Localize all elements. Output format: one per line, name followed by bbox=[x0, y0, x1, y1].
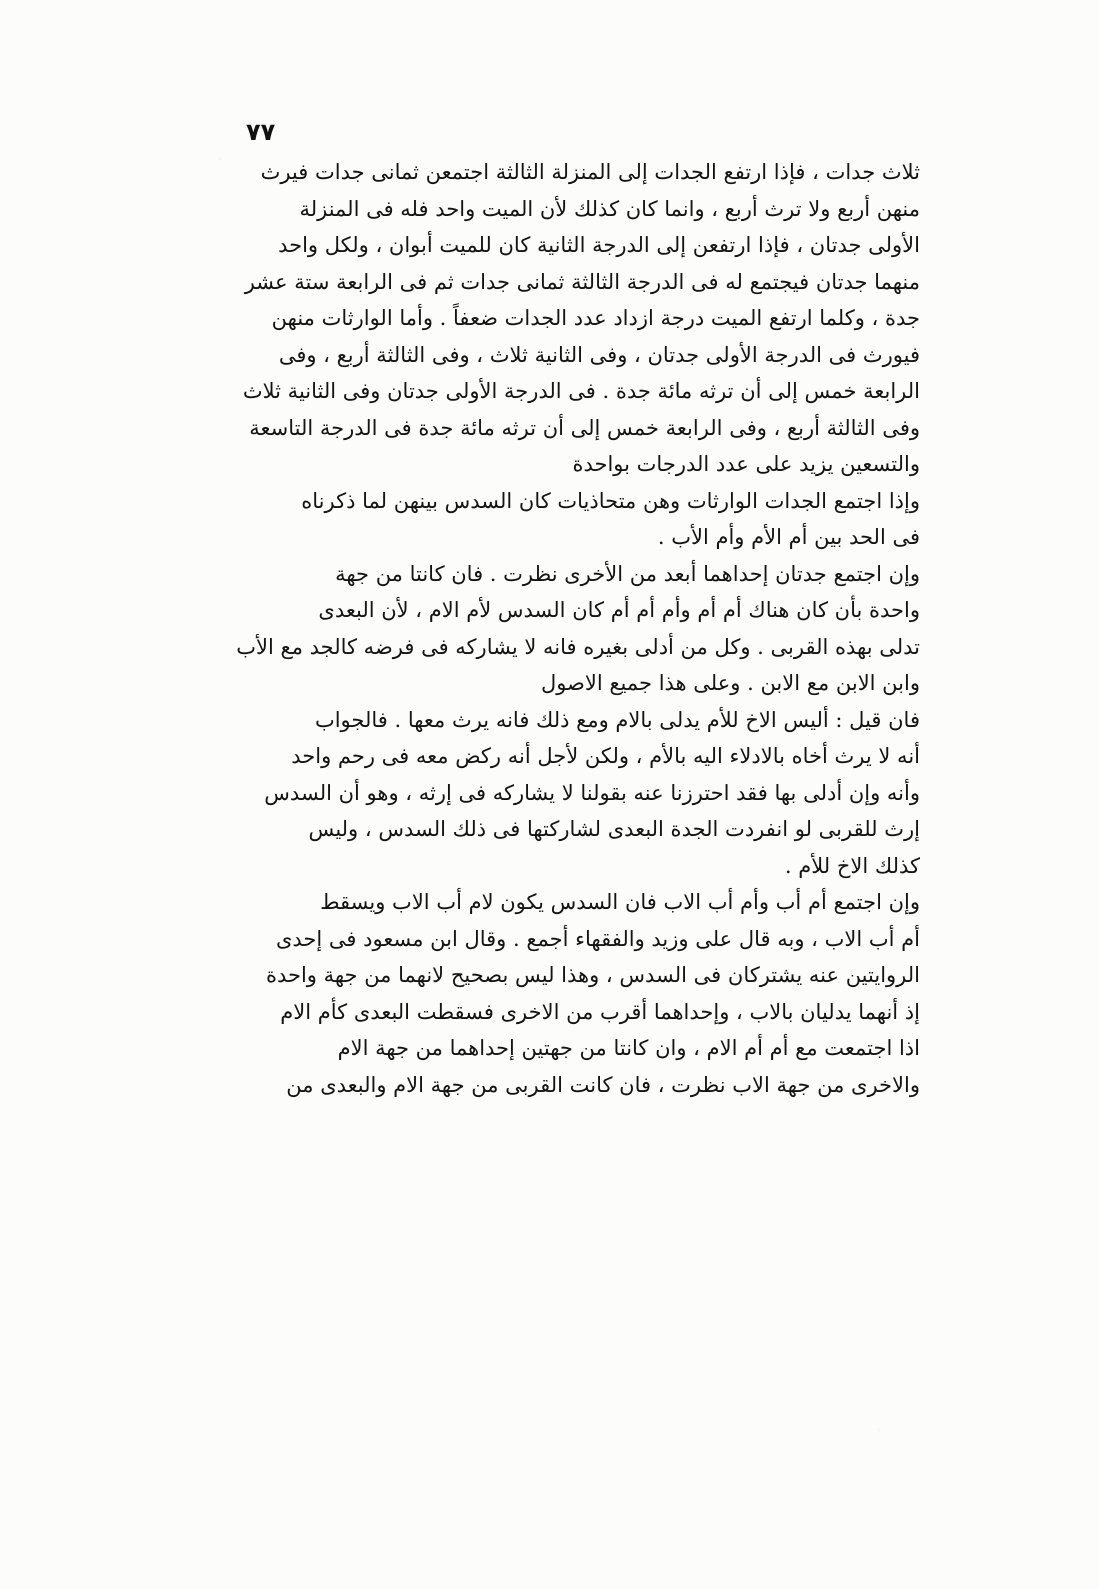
text-line: وإن اجتمع جدتان إحداهما أبعد من الأخرى نظرت . فان كانتا من جهة bbox=[335, 561, 920, 586]
text-line: وابن الابن مع الابن . وعلى هذا جميع الاصول bbox=[540, 671, 920, 695]
text-line: أنه لا يرث أخاه بالادلاء اليه بالأم ، ولكن لأجل أنه ركض معه فى رحم واحد bbox=[291, 744, 920, 768]
text-line: فيورث فى الدرجة الأولى جدتان ، وفى الثانية ثلاث ، وفى الثالثة أربع ، وفى bbox=[278, 342, 920, 367]
text-line: واحدة بأن كان هناك أم أم وأم أم أم كان السدس لأم الام ، لأن البعدى bbox=[318, 598, 920, 622]
text-line: إذ أنهما يدليان بالاب ، وإحداهما أقرب من الاخرى فسقطت البعدى كأم الام bbox=[280, 999, 920, 1024]
text-line: وفى الثالثة أربع ، وفى الرابعة خمس إلى أن ترثه مائة جدة فى الدرجة التاسعة bbox=[249, 415, 920, 440]
text-line: إرث للقربى لو انفردت الجدة البعدى لشاركتها فى ذلك السدس ، وليس bbox=[308, 817, 920, 841]
text-line: فى الحد بين أم الأم وأم الأب . bbox=[657, 525, 920, 549]
body-text bbox=[196, 154, 920, 1103]
text-line: والتسعين يزيد على عدد الدرجات بواحدة bbox=[572, 452, 920, 476]
text-line: الروايتين عنه يشتركان فى السدس ، وهذا ليس بصحيح لانهما من جهة واحدة bbox=[265, 963, 920, 987]
text-line: وإذا اجتمع الجدات الوارثات وهن متحاذيات كان السدس بينهن لما ذكرناه bbox=[301, 488, 920, 513]
text-line: كذلك الاخ للأم . bbox=[784, 853, 920, 878]
page-number: ٧٧ bbox=[246, 118, 276, 146]
text-line: أم أب الاب ، وبه قال على وزيد والفقهاء أجمع . وقال ابن مسعود فى إحدى bbox=[275, 926, 920, 951]
text-line: منهن أربع ولا ترث أربع ، وانما كان كذلك لأن الميت واحد فله فى المنزلة bbox=[299, 196, 920, 221]
text-line: جدة ، وكلما ارتفع الميت درجة ازداد عدد الجدات ضعفاً . وأما الوارثات منهن bbox=[271, 306, 920, 330]
text-line: ثلاث جدات ، فإذا ارتفع الجدات إلى المنزلة الثالثة اجتمعن ثمانى جدات فيرث bbox=[260, 160, 920, 184]
text-line: منهما جدتان فيجتمع له فى الدرجة الثالثة ثمانى جدات ثم فى الرابعة ستة عشر bbox=[244, 269, 920, 294]
text-line: اذا اجتمعت مع أم أم الام ، وان كانتا من جهتين إحداهما من جهة الام bbox=[337, 1036, 920, 1060]
text-line: وإن اجتمع أم أب وأم أب الاب فان السدس يكون لام أب الاب ويسقط bbox=[320, 890, 920, 914]
text-line: وأنه وإن أدلى بها فقد احترزنا عنه بقولنا لا يشاركه فى إرثه ، وهو أن السدس bbox=[264, 780, 920, 805]
text-line: الرابعة خمس إلى أن ترثه مائة جدة . فى الدرجة الأولى جدتان وفى الثانية ثلاث bbox=[242, 379, 920, 403]
text-line: فان قيل : أليس الاخ للأم يدلى بالام ومع ذلك فانه يرث معها . فالجواب bbox=[314, 707, 920, 732]
text-line: تدلى بهذه القربى . وكل من أدلى بغيره فانه لا يشاركه فى فرضه كالجد مع الأب bbox=[236, 634, 920, 659]
text-line: الأولى جدتان ، فإذا ارتفعن إلى الدرجة الثانية كان للميت أبوان ، ولكل واحد bbox=[278, 233, 920, 257]
text-line: والاخرى من جهة الاب نظرت ، فان كانت القربى من جهة الام والبعدى من bbox=[286, 1072, 920, 1097]
